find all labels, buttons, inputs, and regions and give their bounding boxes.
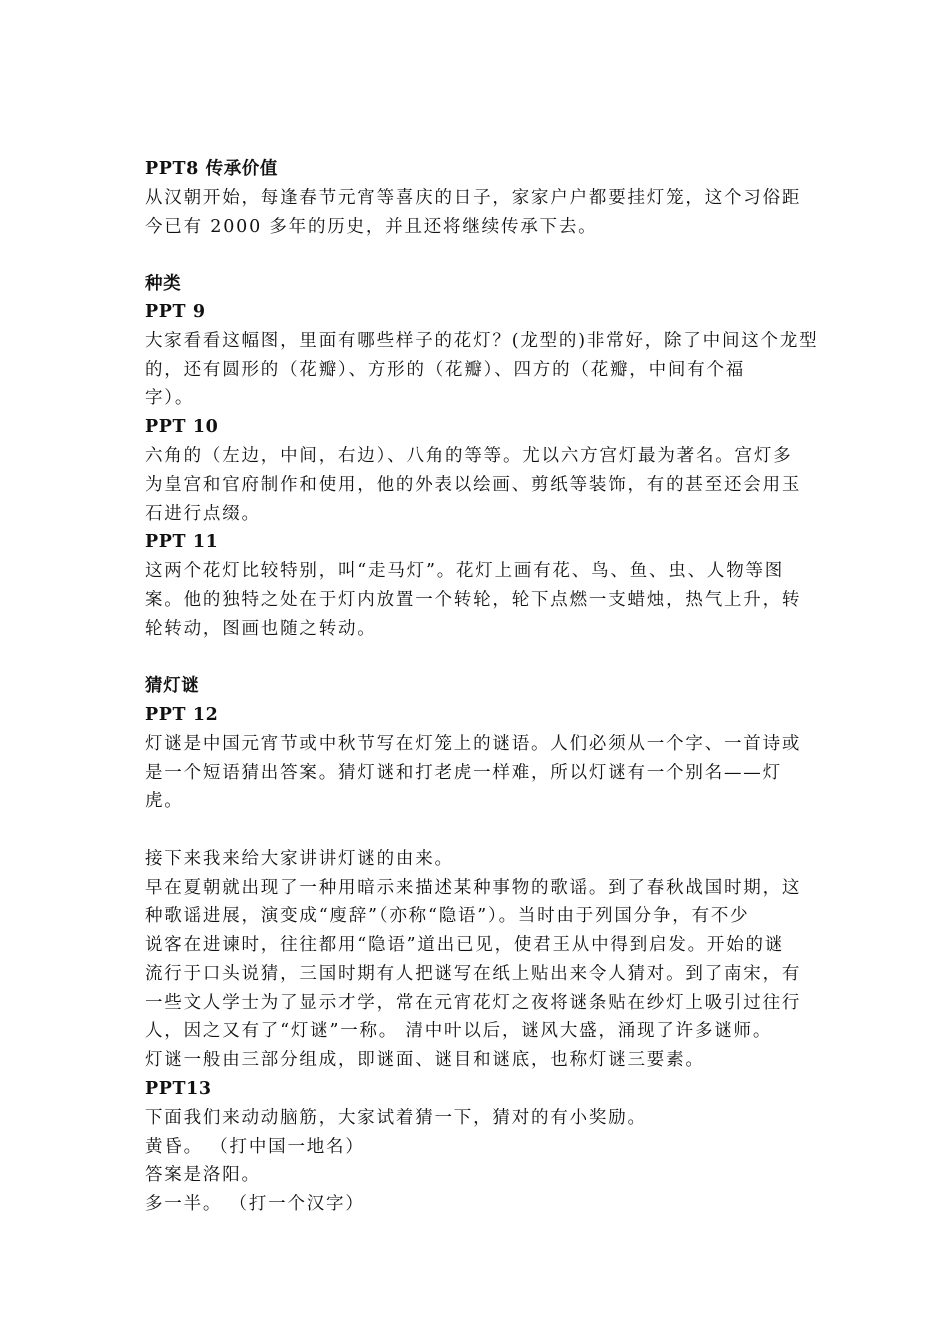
- origin-line-5: 流行于口头说猜，三国时期有人把谜写在纸上贴出来令人猜对。到了南宋，有: [145, 964, 802, 984]
- ppt12-line-2: 是一个短语猜出答案。猜灯谜和打老虎一样难，所以灯谜有一个别名——灯: [145, 763, 782, 783]
- origin-line-1: 接下来我来给大家讲讲灯谜的由来。: [145, 849, 454, 869]
- ppt12-heading: PPT 12: [145, 705, 219, 725]
- ppt13-line-2: 黄昏。 （打中国一地名）: [145, 1137, 365, 1157]
- ppt13-heading: PPT13: [145, 1079, 212, 1099]
- ppt9-line-2: 的，还有圆形的（花瓣）、方形的（花瓣）、四方的（花瓣，中间有个福: [145, 360, 746, 380]
- origin-line-3: 种歌谣进展，演变成“廋辞”（亦称“隐语”）。当时由于列国分争，有不少: [145, 906, 750, 926]
- ppt10-line-1: 六角的（左边，中间，右边）、八角的等等。尤以六方宫灯最为著名。宫灯多: [145, 446, 793, 466]
- ppt11-line-2: 案。他的独特之处在于灯内放置一个转轮，轮下点燃一支蜡烛，热气上升，转: [145, 590, 802, 610]
- ppt9-heading: PPT 9: [145, 302, 206, 322]
- origin-line-2: 早在夏朝就出现了一种用暗示来描述某种事物的歌谣。到了春秋战国时期，这: [145, 878, 802, 898]
- ppt10-line-2: 为皇宫和官府制作和使用，他的外表以绘画、剪纸等装饰，有的甚至还会用玉: [145, 475, 802, 495]
- ppt8-line-1: 从汉朝开始，每逢春节元宵等喜庆的日子，家家户户都要挂灯笼，这个习俗距: [145, 188, 802, 208]
- ppt11-line-1: 这两个花灯比较特别，叫“走马灯”。花灯上画有花、鸟、鱼、虫、人物等图: [145, 561, 785, 581]
- ppt9-line-1: 大家看看这幅图，里面有哪些样子的花灯？(龙型的)非常好，除了中间这个龙型: [145, 331, 819, 351]
- riddle-heading: 猜灯谜: [145, 676, 200, 696]
- types-heading: 种类: [145, 274, 182, 294]
- ppt8-line-2: 今已有 2000 多年的历史，并且还将继续传承下去。: [145, 217, 598, 237]
- ppt10-line-3: 石进行点缀。: [145, 504, 261, 524]
- origin-line-8: 灯谜一般由三部分组成，即谜面、谜目和谜底，也称灯谜三要素。: [145, 1050, 705, 1070]
- origin-line-6: 一些文人学士为了显示才学，常在元宵花灯之夜将谜条贴在纱灯上吸引过往行: [145, 993, 802, 1013]
- ppt13-line-4: 多一半。 （打一个汉字）: [145, 1194, 365, 1214]
- ppt11-line-3: 轮转动，图画也随之转动。: [145, 619, 377, 639]
- ppt12-line-1: 灯谜是中国元宵节或中秋节写在灯笼上的谜语。人们必须从一个字、一首诗或: [145, 734, 802, 754]
- origin-line-4: 说客在进谏时，往往都用“隐语”道出已见，使君王从中得到启发。开始的谜: [145, 935, 785, 955]
- ppt12-line-3: 虎。: [145, 791, 184, 811]
- ppt8-heading: PPT8 传承价值: [145, 159, 279, 179]
- ppt13-line-3: 答案是洛阳。: [145, 1165, 261, 1185]
- origin-line-7: 人，因之又有了“灯谜”一称。 清中叶以后，谜风大盛，涌现了许多谜师。: [145, 1021, 773, 1041]
- ppt10-heading: PPT 10: [145, 417, 219, 437]
- ppt13-line-1: 下面我们来动动脑筋，大家试着猜一下，猜对的有小奖励。: [145, 1108, 647, 1128]
- ppt11-heading: PPT 11: [145, 532, 219, 552]
- ppt9-line-3: 字）。: [145, 388, 195, 408]
